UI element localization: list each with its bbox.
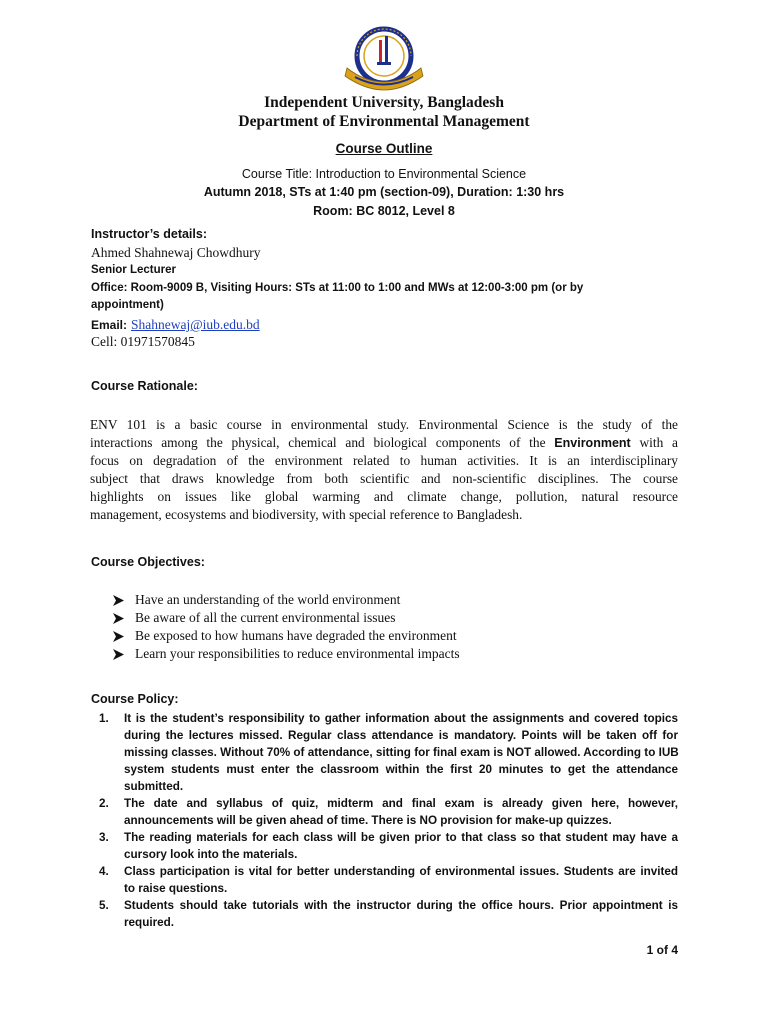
rationale-line: focus on degradation of the environment related to human activities. It is an interdisciplinary [90,453,678,468]
department-name: Department of Environmental Management [238,113,530,130]
rationale-line: subject that draws knowledge from both scientific and non-scientific disciplines. The course [90,471,678,486]
email-label: Email: [91,318,128,332]
policy-item: 5. Students should take tutorials with the instructor during the office hours. Prior appointment is required. [99,899,678,929]
objectives-heading: Course Objectives: [91,555,205,569]
rationale-paragraph [90,416,678,524]
policy-item: 2. The date and syllabus of quiz, midterm and final exam is already given here, however, announcements will be given ahead of time. There is NO provision for make-up quizzes. [99,797,678,827]
objective-item: Have an understanding of the world environment [113,591,673,609]
policy-heading: Course Policy: [91,692,179,706]
arrow-bullet-icon [113,613,124,624]
document-title: Course Outline [335,141,433,156]
arrow-bullet-icon [113,649,124,660]
page-number: 1 of 4 [646,943,678,957]
policy-list [99,710,678,931]
arrow-bullet-icon [113,595,124,606]
course-title: Course Title: Introduction to Environmental Science [241,167,527,181]
policy-item: 4. Class participation is vital for better understanding of environmental issues. Students are invited to raise questions. [99,865,678,895]
university-logo [343,22,425,92]
semester-schedule: Autumn 2018, STs at 1:40 pm (section-09), Duration: 1:30 hrs [203,185,565,199]
environment-bold: Environment [554,436,631,450]
policy-item: 1. It is the student’s responsibility to gather information about the assignments and covered topics during the lectures missed. Regular class attendance is mandatory. Points will be taken off for missing classes. Without 70% of attendance, sitting for final exam is NOT allowed. According to IUB system students must enter the classroom within the first 20 minutes to get the attendance submitted. [99,712,679,793]
instructor-designation: Senior Lecturer [91,264,176,276]
rationale-line: management, ecosystems and biodiversity, with special reference to Bangladesh. [90,507,523,522]
arrow-bullet-icon [113,631,124,642]
instructor-name: Ahmed Shahnewaj Chowdhury [91,245,261,260]
rationale-line: interactions among the physical, chemical and biological components of the Environment with a [90,435,678,450]
objective-item: Be aware of all the current environmental issues [113,609,673,627]
email-link[interactable]: Shahnewaj@iub.edu.bd [131,317,260,332]
instructor-cell: Cell: 01971570845 [91,334,195,349]
objective-item: Be exposed to how humans have degraded the environment [113,627,673,645]
university-name: Independent University, Bangladesh [264,94,504,111]
rationale-line: ENV 101 is a basic course in environmental study. Environmental Science is the study of the [90,417,678,432]
objective-item: Learn your responsibilities to reduce environmental impacts [113,645,673,663]
instructor-heading: Instructor’s details: [91,227,207,241]
rationale-heading: Course Rationale: [91,379,198,393]
email-row [91,316,678,334]
office-hours-line1: Office: Room-9009 B, Visiting Hours: STs at 11:00 to 1:00 and MWs at 12:00-3:00 pm (or by [91,282,584,294]
room-info: Room: BC 8012, Level 8 [313,204,455,218]
policy-item: 3. The reading materials for each class will be given prior to that class so that student may have a cursory look into the materials. [99,831,678,861]
objectives-list [113,591,673,663]
rationale-line: highlights on issues like global warming and climate change, pollution, natural resource [90,489,678,504]
office-hours-line2: appointment) [91,299,164,311]
